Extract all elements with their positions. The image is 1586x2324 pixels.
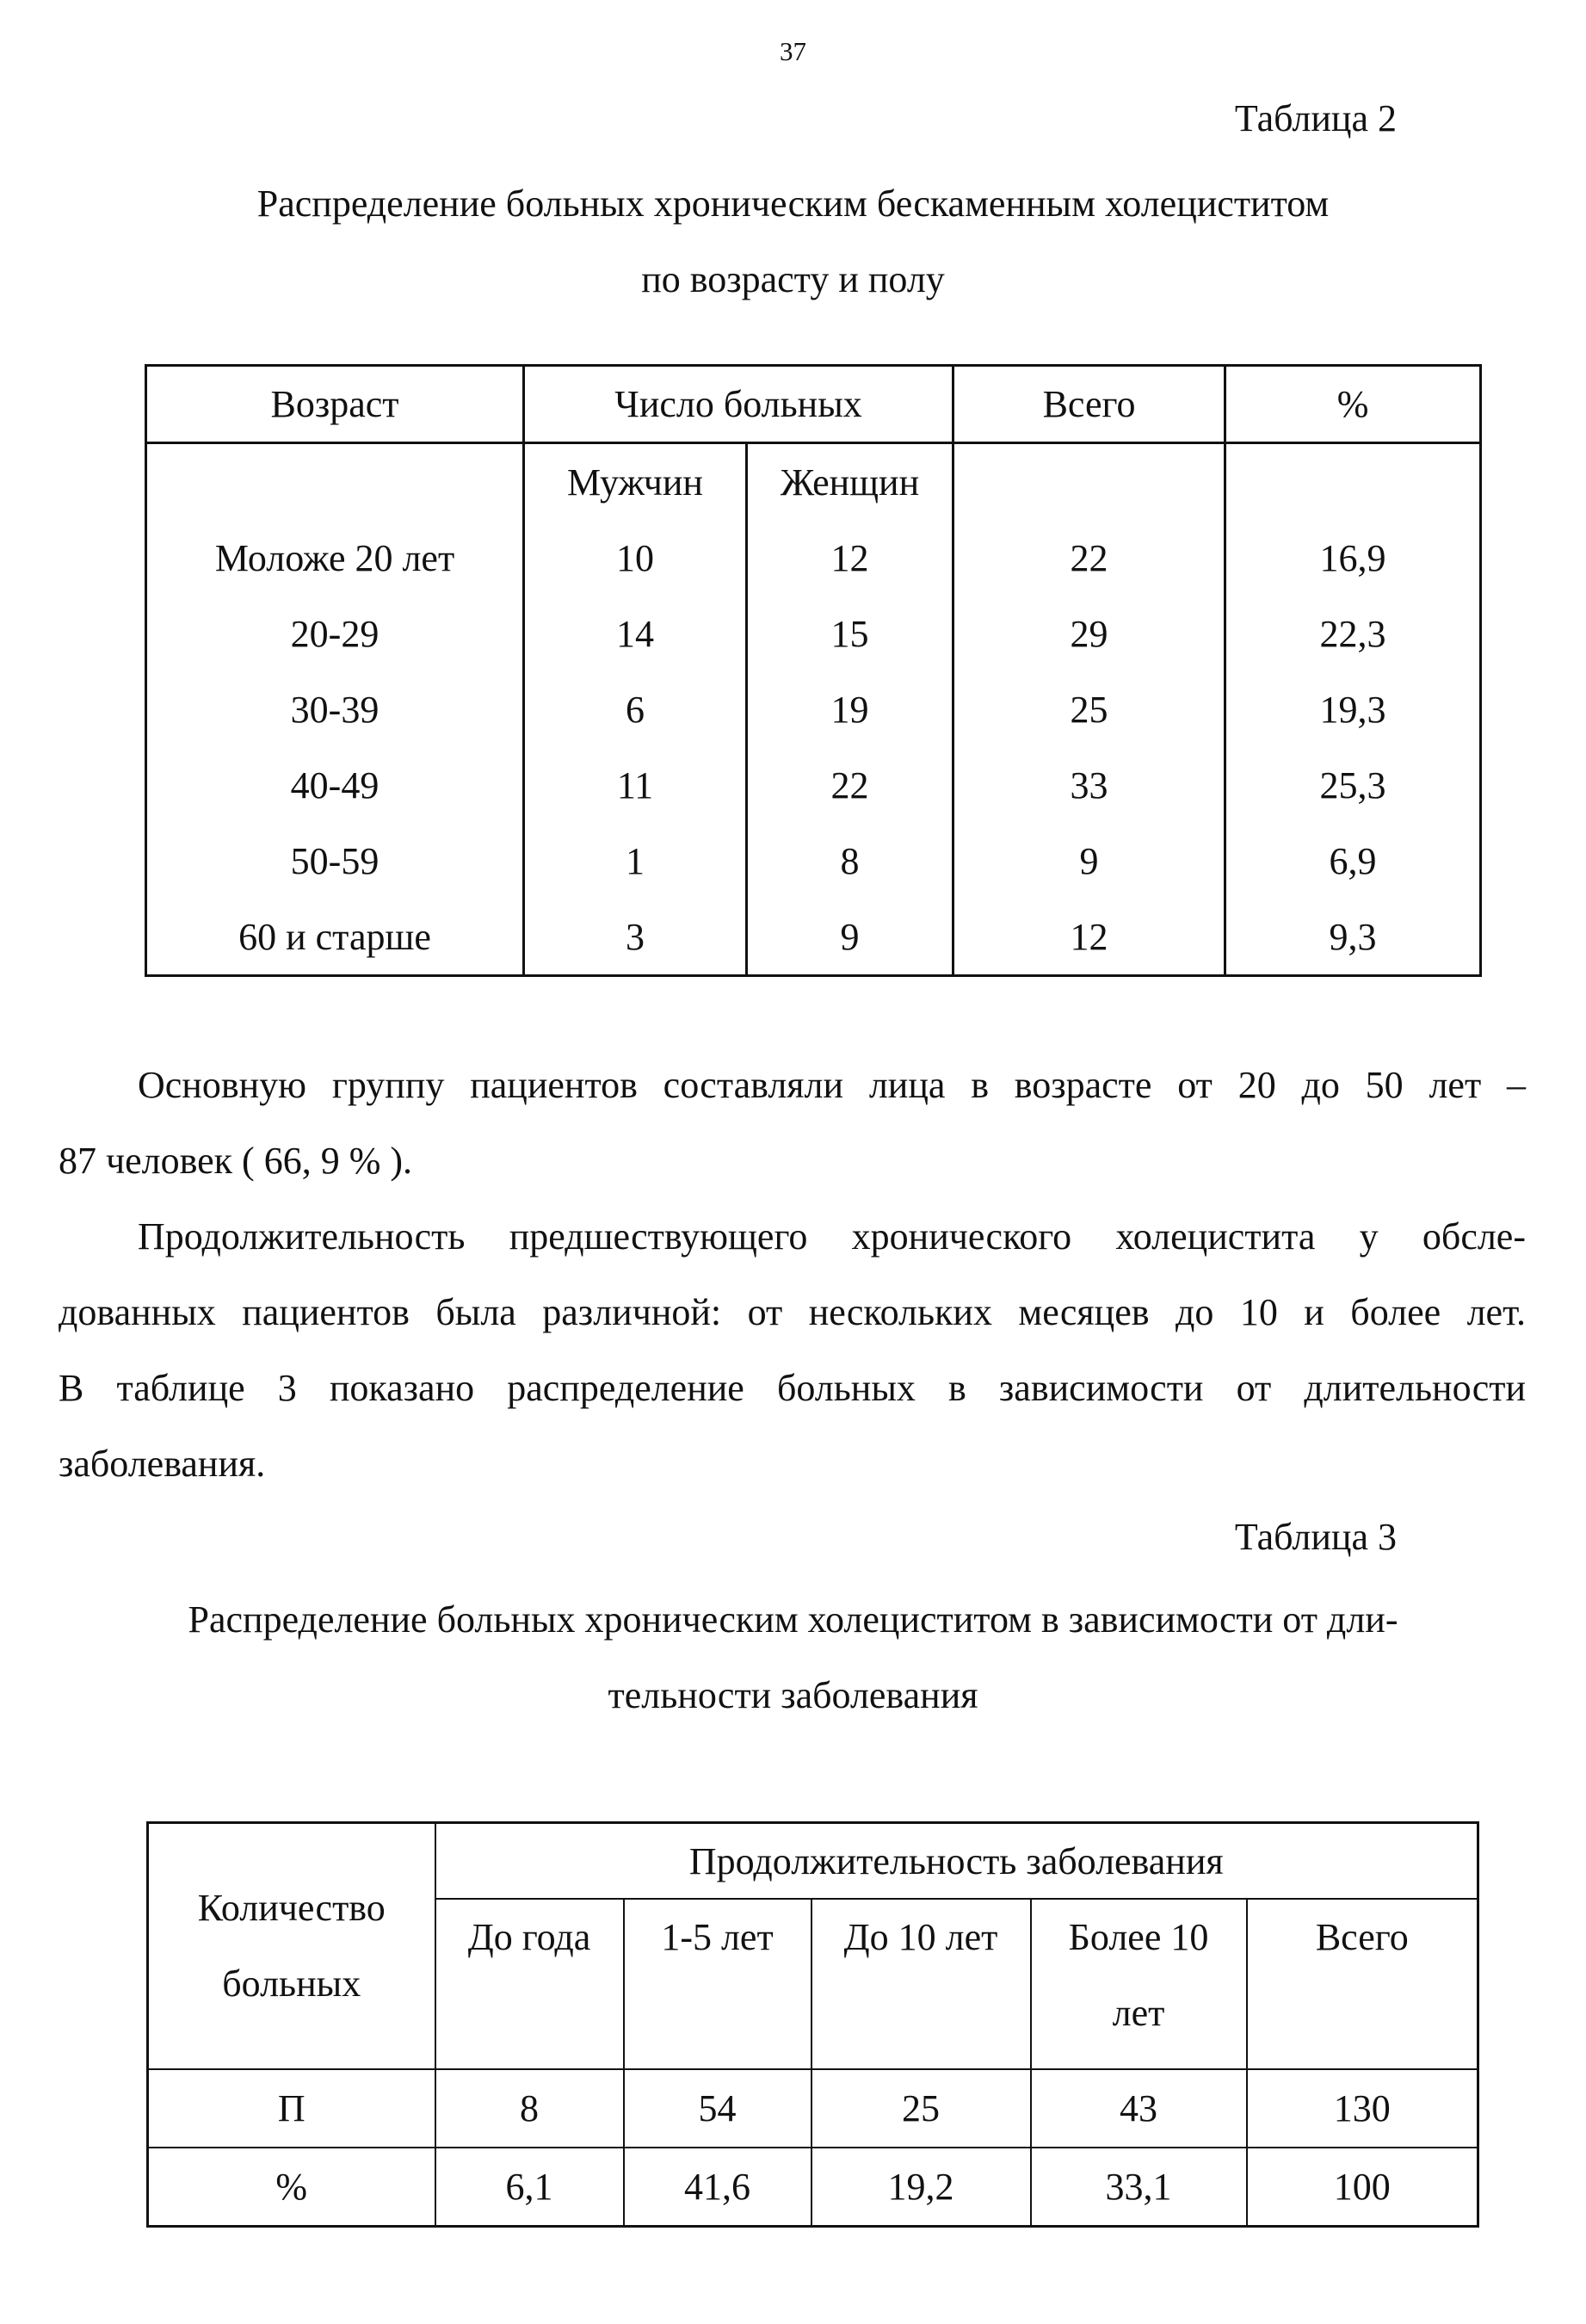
men-cell: 10	[524, 520, 747, 596]
table3-title	[103, 1582, 1483, 1734]
women-cell: 8	[747, 823, 953, 899]
age-cell: 20-29	[290, 612, 380, 655]
paragraph-line: Основную группу пациентов составляли лица в возрасте от 20 до 50 лет –	[138, 1064, 1526, 1106]
total-cell: 100	[1247, 2148, 1478, 2227]
one-five-cell: 41,6	[624, 2148, 812, 2227]
row-label-cell: П	[148, 2069, 435, 2148]
percent-cell: 25,3	[1225, 747, 1481, 823]
header-over-ten-line: Более 10	[1068, 1916, 1209, 1958]
women-cell: 22	[747, 747, 953, 823]
header-total: Всего	[953, 366, 1225, 443]
up-to-year-cell: 6,1	[435, 2148, 624, 2227]
age-cell: 30-39	[290, 688, 380, 731]
paragraph-line: В таблице 3 показано распределение больных в зависимости от длительности	[59, 1367, 1526, 1409]
up-to-ten-cell: 19,2	[812, 2148, 1031, 2227]
women-cell: 9	[747, 899, 953, 976]
women-cell: 12	[747, 520, 953, 596]
women-cell: 19	[747, 671, 953, 747]
empty-cell	[1225, 443, 1481, 521]
header-one-five: 1-5 лет	[624, 1899, 812, 2069]
total-cell: 22	[953, 520, 1225, 596]
up-to-ten-cell: 25	[812, 2069, 1031, 2148]
percent-cell: 22,3	[1225, 596, 1481, 671]
table3-title-line: Распределение больных хроническим холециститом в зависимости от дли-	[188, 1598, 1398, 1641]
table-row	[148, 2148, 1478, 2227]
total-cell: 130	[1247, 2069, 1478, 2148]
total-cell: 12	[953, 899, 1225, 976]
paragraph-1	[59, 1048, 1526, 1199]
header-up-to-year: До года	[435, 1899, 624, 2069]
table3-label: Таблица 3	[1234, 1516, 1397, 1558]
table-row	[146, 899, 1481, 976]
total-cell: 33	[953, 747, 1225, 823]
table2-title	[138, 166, 1448, 318]
header-over-ten	[1031, 1899, 1247, 2069]
age-cell: 60 и старше	[238, 915, 431, 958]
header-women: Женщин	[747, 443, 953, 521]
header-up-to-ten: До 10 лет	[812, 1899, 1031, 2069]
table2-label: Таблица 2	[1234, 97, 1397, 139]
paragraph-line: 87 человек ( 66, 9 % ).	[59, 1140, 412, 1182]
row-label-cell: %	[148, 2148, 435, 2227]
over-ten-cell: 33,1	[1031, 2148, 1247, 2227]
table-row	[146, 596, 1481, 671]
empty-cell	[146, 443, 524, 521]
header-duration: Продолжительность заболевания	[435, 1823, 1478, 1900]
header-patients-line: больных	[222, 1962, 361, 2005]
paragraph-line: дованных пациентов была различной: от нескольких месяцев до 10 и более лет.	[59, 1291, 1526, 1333]
percent-cell: 6,9	[1225, 823, 1481, 899]
men-cell: 6	[524, 671, 747, 747]
empty-cell	[953, 443, 1225, 521]
page-number: 37	[780, 36, 806, 66]
header-percent: %	[1225, 366, 1481, 443]
table2-title-line: Распределение больных хроническим бескаменным холециститом	[256, 182, 1330, 225]
age-cell: 40-49	[290, 763, 380, 807]
age-cell: 50-59	[290, 839, 380, 882]
header-patients-line: Количество	[197, 1887, 386, 1929]
header-men: Мужчин	[524, 443, 747, 521]
paragraph-2	[59, 1199, 1526, 1502]
paragraph-line: заболевания.	[59, 1443, 266, 1485]
women-cell: 15	[747, 596, 953, 671]
header-over-ten-line: лет	[1112, 1992, 1165, 2034]
table2-title-line: по возрасту и полу	[641, 258, 945, 300]
table3-title-line: тельности заболевания	[608, 1674, 978, 1716]
table-row	[148, 2069, 1478, 2148]
table2	[145, 364, 1482, 977]
total-cell: 25	[953, 671, 1225, 747]
men-cell: 1	[524, 823, 747, 899]
age-cell: Моложе 20 лет	[214, 536, 455, 579]
men-cell: 3	[524, 899, 747, 976]
percent-cell: 9,3	[1225, 899, 1481, 976]
men-cell: 11	[524, 747, 747, 823]
over-ten-cell: 43	[1031, 2069, 1247, 2148]
header-total: Всего	[1247, 1899, 1478, 2069]
header-patients	[148, 1823, 435, 2070]
total-cell: 29	[953, 596, 1225, 671]
up-to-year-cell: 8	[435, 2069, 624, 2148]
men-cell: 14	[524, 596, 747, 671]
header-count: Число больных	[524, 366, 953, 443]
paragraph-line: Продолжительность предшествующего хронического холецистита у обсле-	[138, 1215, 1526, 1258]
table-row	[146, 747, 1481, 823]
total-cell: 9	[953, 823, 1225, 899]
one-five-cell: 54	[624, 2069, 812, 2148]
percent-cell: 19,3	[1225, 671, 1481, 747]
table-row	[146, 520, 1481, 596]
table3	[146, 1821, 1479, 2228]
table-row	[146, 823, 1481, 899]
table-row	[146, 671, 1481, 747]
header-age: Возраст	[146, 366, 524, 443]
percent-cell: 16,9	[1225, 520, 1481, 596]
